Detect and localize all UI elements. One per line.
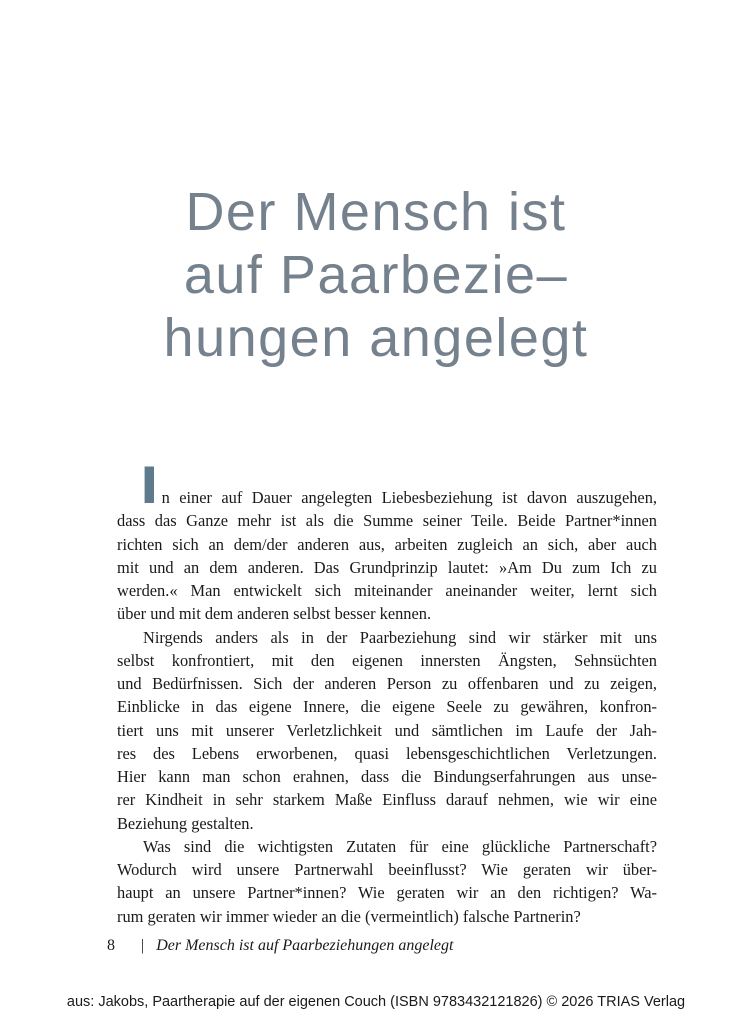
source-credit: aus: Jakobs, Paartherapie auf der eigenen Couch (ISBN 9783432121826) © 2026 TRIAS Verlag — [66, 994, 686, 1010]
text-line: Einblicke in das eigene Innere, die eigene Seele zu gewähren, konfron- — [117, 697, 657, 717]
footer-separator: | — [141, 937, 145, 954]
chapter-heading-line: Der Mensch ist — [185, 182, 567, 242]
text-line: mit und an dem anderen. Das Grundprinzip lautet: »Am Du zum Ich zu — [117, 557, 657, 577]
text-line: Hier kann man schon erahnen, dass die Bindungserfahrungen aus unse- — [117, 767, 657, 786]
chapter-heading — [96, 181, 656, 370]
page-footer — [107, 937, 453, 955]
text-line: rum geraten wir immer wieder an die (vermeintlich) falsche Partnerin? — [117, 906, 581, 926]
body-text — [117, 457, 657, 928]
text-line: Beziehung gestalten. — [117, 813, 254, 833]
text-line: haupt an unsere Partner*innen? Wie geraten wir an den richtigen? Wa- — [117, 883, 657, 903]
page-number: 8 — [107, 937, 115, 954]
text-line: Was sind die wichtigsten Zutaten für eine glückliche Partnerschaft? — [143, 836, 657, 856]
text-line: dass das Ganze mehr ist als die Summe seiner Teile. Beide Partner*innen — [117, 511, 657, 531]
drop-cap: I — [140, 457, 159, 515]
text-line: werden.« Man entwickelt sich miteinander aneinander weiter, lernt sich — [117, 581, 657, 600]
text-line: Wodurch wird unsere Partnerwahl beeinflusst? Wie geraten wir über- — [117, 860, 657, 879]
chapter-heading-line: hungen angelegt — [163, 308, 589, 368]
text-line-content: n einer auf Dauer angelegten Liebesbeziehung ist davon auszugehen, — [161, 488, 657, 507]
text-line: und Bedürfnissen. Sich der anderen Person zu offenbaren und zu zeigen, — [117, 674, 657, 693]
paragraph-3 — [117, 835, 657, 928]
text-line: tiert uns mit unserer Verletzlichkeit und sämtlichen im Laufe der Jah- — [117, 720, 657, 740]
text-line: über und mit dem anderen selbst besser kennen. — [117, 604, 432, 624]
text-line: richten sich an dem/der anderen aus, arbeiten zugleich an sich, aber auch — [117, 534, 657, 554]
paragraph-2 — [117, 626, 657, 835]
text-line: Nirgends anders als in der Paarbeziehung sind wir stärker mit uns — [143, 627, 657, 647]
chapter-heading-line: auf Paarbezie– — [183, 245, 569, 305]
paragraph-1 — [117, 457, 657, 626]
text-line: selbst konfrontiert, mit den eigenen innersten Ängsten, Sehnsüchten — [117, 650, 657, 670]
running-title: Der Mensch ist auf Paarbeziehungen angelegt — [156, 937, 454, 954]
text-line — [117, 457, 657, 515]
text-line: rer Kindheit in sehr starkem Maße Einfluss darauf nehmen, wie wir eine — [117, 790, 657, 810]
text-line: res des Lebens erworbenen, quasi lebensgeschichtlichen Verletzungen. — [117, 743, 657, 763]
